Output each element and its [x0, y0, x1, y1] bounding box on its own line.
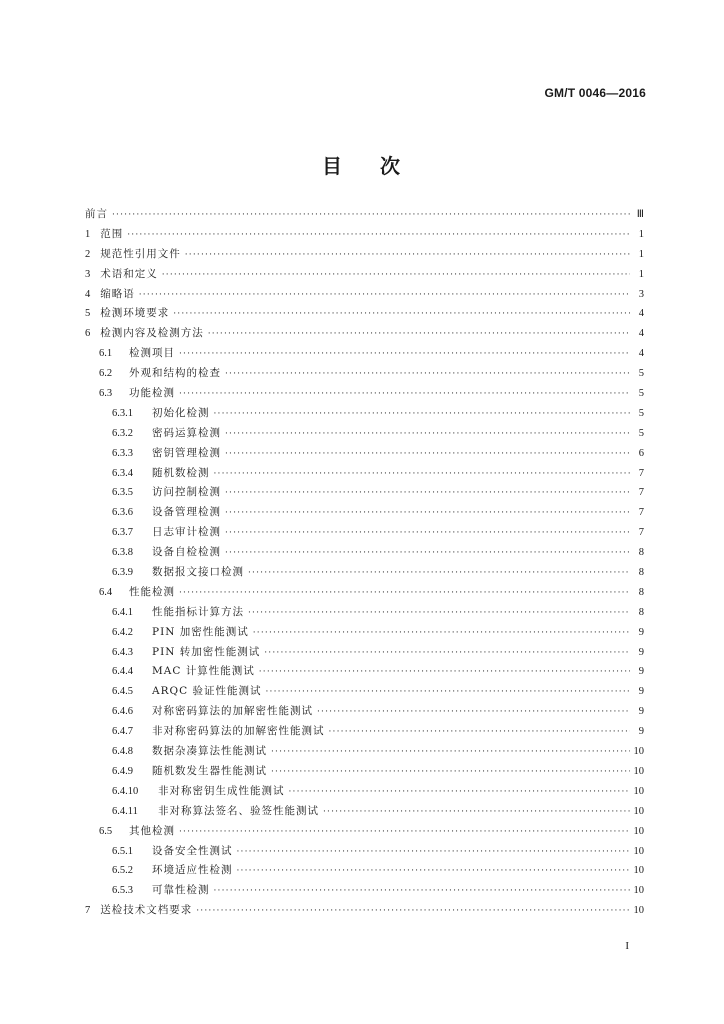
toc-leader-dots [271, 763, 630, 783]
toc-leader-dots [112, 206, 630, 226]
toc-entry-page: 8 [638, 606, 644, 618]
toc-entry[interactable] [85, 324, 644, 344]
toc-entry-page: 1 [638, 268, 644, 280]
toc-entry[interactable] [85, 662, 644, 682]
toc-entry-page: 8 [638, 567, 644, 579]
toc-entry[interactable] [85, 802, 644, 822]
toc-entry-title: 密码运算检测 [152, 426, 221, 439]
toc-entry-page: 10 [633, 785, 644, 797]
toc-entry-title: 数据报文接口检测 [152, 566, 244, 579]
toc-entry-page: 8 [638, 586, 644, 598]
toc-entry-number: 5 [85, 308, 91, 320]
toc-entry-page: 9 [638, 626, 644, 638]
toc-entry-number: 6.4.5 [112, 686, 133, 698]
toc-leader-dots [248, 604, 630, 624]
standard-code: GM/T 0046—2016 [544, 86, 646, 100]
toc-entry[interactable] [85, 722, 644, 742]
toc-title-char-2: 次 [380, 154, 402, 178]
toc-entry[interactable] [85, 265, 644, 285]
toc-leader-dots [225, 544, 630, 564]
toc-entry[interactable] [85, 205, 644, 225]
toc-leader-dots [248, 564, 630, 584]
toc-entry-title: 可靠性检测 [152, 884, 210, 897]
toc-leader-dots [214, 405, 631, 425]
toc-entry-number: 6.4.1 [112, 606, 133, 618]
toc-entry-title: MAC 计算性能测试 [152, 665, 255, 678]
toc-leader-dots [208, 325, 630, 345]
toc-entry-title: 检测内容及检测方法 [100, 327, 204, 340]
toc-entry-number: 6.4.6 [112, 706, 133, 718]
toc-leader-dots [264, 644, 630, 664]
toc-entry[interactable] [85, 503, 644, 523]
toc-entry-title: 设备自检检测 [152, 546, 221, 559]
toc-entry-number: 6.3.2 [112, 427, 133, 439]
toc-entry-number: 6.3.3 [112, 447, 133, 459]
toc-entry[interactable] [85, 762, 644, 782]
toc-entry[interactable] [85, 245, 644, 265]
toc-entry-page: 10 [633, 905, 644, 917]
toc-entry-title: 缩略语 [100, 287, 135, 300]
toc-entry[interactable] [85, 881, 644, 901]
toc-entry-title: PIN 加密性能测试 [152, 625, 249, 638]
toc-leader-dots [179, 823, 630, 843]
toc-entry-page: 4 [638, 328, 644, 340]
toc-leader-dots [289, 783, 630, 803]
toc-entry[interactable] [85, 782, 644, 802]
toc-entry-title: 检测环境要求 [100, 307, 170, 320]
toc-entry-number: 6.3.4 [112, 467, 133, 479]
toc-entry-page: 9 [638, 726, 644, 738]
toc-entry[interactable] [85, 901, 644, 921]
toc-leader-dots [225, 484, 630, 504]
toc-entry-number: 6.3.9 [112, 567, 133, 579]
toc-leader-dots [317, 703, 630, 723]
toc-leader-dots [173, 305, 630, 325]
table-of-contents [85, 205, 644, 921]
toc-entry[interactable] [85, 861, 644, 881]
toc-entry-title: 非对称算法签名、验签性能测试 [158, 804, 319, 817]
toc-entry-page: Ⅲ [636, 209, 644, 220]
toc-entry-number: 6.1 [99, 348, 113, 360]
toc-entry-number: 6.3.8 [112, 547, 133, 559]
toc-leader-dots [179, 584, 630, 604]
toc-entry-title: 设备安全性测试 [152, 844, 233, 857]
toc-entry-number: 6.3.6 [112, 507, 133, 519]
toc-leader-dots [214, 882, 630, 902]
toc-entry[interactable] [85, 742, 644, 762]
toc-entry-page: 3 [638, 288, 644, 300]
toc-entry-page: 8 [638, 547, 644, 559]
toc-entry[interactable] [85, 643, 644, 663]
toc-entry-number: 4 [85, 288, 91, 300]
toc-entry-number: 6 [85, 328, 91, 340]
toc-entry-page: 5 [638, 368, 644, 380]
toc-title-char-1: 目 [322, 154, 344, 178]
toc-entry-title: 前言 [85, 208, 108, 220]
toc-leader-dots [179, 345, 630, 365]
toc-leader-dots [225, 445, 630, 465]
toc-entry-page: 10 [633, 825, 644, 837]
toc-leader-dots [214, 465, 631, 485]
toc-entry-title: 访问控制检测 [152, 486, 221, 499]
toc-entry-title: 设备管理检测 [152, 506, 221, 519]
toc-leader-dots [225, 524, 630, 544]
toc-entry-number: 6.2 [99, 368, 113, 380]
toc-entry-title: 非对称密码算法的加解密性能测试 [152, 725, 325, 738]
toc-entry-number: 6.3.5 [112, 487, 133, 499]
toc-entry[interactable] [85, 364, 644, 384]
toc-entry-number: 7 [85, 905, 91, 917]
toc-entry-page: 4 [638, 348, 644, 360]
toc-entry[interactable] [85, 543, 644, 563]
toc-entry-page: 10 [633, 765, 644, 777]
toc-entry[interactable] [85, 483, 644, 503]
toc-entry-page: 4 [638, 308, 644, 320]
toc-entry[interactable] [85, 464, 644, 484]
toc-leader-dots [237, 862, 630, 882]
toc-leader-dots [225, 365, 630, 385]
page-number: I [625, 940, 629, 952]
toc-entry-title: 性能检测 [129, 585, 175, 598]
toc-entry-title: 性能指标计算方法 [152, 605, 244, 618]
toc-entry-title: ARQC 验证性能测试 [152, 685, 262, 698]
toc-entry[interactable] [85, 822, 644, 842]
toc-entry-page: 1 [638, 228, 644, 240]
toc-entry[interactable] [85, 523, 644, 543]
toc-entry-number: 1 [85, 228, 91, 240]
toc-entry-number: 3 [85, 268, 91, 280]
toc-entry-page: 7 [638, 507, 644, 519]
toc-entry-page: 7 [638, 527, 644, 539]
toc-entry-page: 10 [633, 845, 644, 857]
toc-entry-number: 6.5.1 [112, 845, 133, 857]
toc-leader-dots [265, 683, 630, 703]
toc-entry[interactable] [85, 563, 644, 583]
toc-entry-title: PIN 转加密性能测试 [152, 645, 261, 658]
toc-entry-page: 10 [633, 805, 644, 817]
toc-entry-number: 6.4.10 [112, 785, 139, 797]
toc-entry-page: 5 [638, 427, 644, 439]
toc-leader-dots [139, 286, 630, 306]
toc-entry-page: 6 [638, 447, 644, 459]
toc-entry-number: 6.4.11 [112, 805, 138, 817]
toc-entry-number: 6.5 [99, 825, 113, 837]
toc-entry-page: 10 [633, 885, 644, 897]
toc-entry-number: 6.4.8 [112, 746, 133, 758]
toc-entry-title: 随机数检测 [152, 466, 210, 479]
toc-entry[interactable] [85, 603, 644, 623]
toc-entry-title: 外观和结构的检查 [129, 367, 221, 380]
toc-entry-page: 9 [638, 686, 644, 698]
toc-entry-title: 数据杂凑算法性能测试 [152, 745, 267, 758]
toc-entry-page: 1 [638, 248, 644, 260]
toc-entry-number: 6.3 [99, 388, 113, 400]
toc-entry[interactable] [85, 583, 644, 603]
toc-entry-page: 5 [638, 407, 644, 419]
toc-entry[interactable] [85, 623, 644, 643]
toc-entry[interactable] [85, 404, 644, 424]
toc-entry-page: 7 [638, 487, 644, 499]
toc-entry-title: 功能检测 [129, 387, 175, 400]
toc-entry-title: 初始化检测 [152, 406, 210, 419]
toc-entry-title: 范围 [100, 227, 124, 240]
toc-entry[interactable] [85, 444, 644, 464]
toc-entry-title: 密钥管理检测 [152, 446, 221, 459]
toc-entry[interactable] [85, 344, 644, 364]
toc-leader-dots [179, 385, 630, 405]
toc-entry[interactable] [85, 424, 644, 444]
toc-entry-page: 9 [638, 666, 644, 678]
toc-entry[interactable] [85, 702, 644, 722]
toc-entry[interactable] [85, 682, 644, 702]
toc-entry-number: 2 [85, 248, 91, 260]
toc-entry-number: 6.3.1 [112, 407, 133, 419]
toc-entry-number: 6.3.7 [112, 527, 133, 539]
toc-entry-title: 环境适应性检测 [152, 864, 233, 877]
toc-entry-title: 检测项目 [129, 347, 175, 360]
toc-entry-number: 6.4.7 [112, 726, 133, 738]
toc-leader-dots [259, 663, 630, 683]
toc-entry-title: 其他检测 [129, 824, 175, 837]
toc-entry-title: 对称密码算法的加解密性能测试 [152, 705, 313, 718]
toc-entry-page: 9 [638, 646, 644, 658]
toc-entry-number: 6.4.4 [112, 666, 133, 678]
toc-leader-dots [323, 803, 630, 823]
toc-entry-page: 7 [638, 467, 644, 479]
toc-entry[interactable] [85, 842, 644, 862]
toc-leader-dots [127, 226, 630, 246]
toc-entry-page: 10 [633, 865, 644, 877]
toc-leader-dots [271, 743, 630, 763]
toc-entry-number: 6.4.3 [112, 646, 133, 658]
toc-entry-title: 非对称密钥生成性能测试 [158, 784, 285, 797]
toc-entry-title: 日志审计检测 [152, 526, 221, 539]
toc-entry[interactable] [85, 304, 644, 324]
toc-entry-number: 6.5.2 [112, 865, 133, 877]
toc-entry[interactable] [85, 225, 644, 245]
toc-entry-number: 6.4 [99, 586, 113, 598]
toc-leader-dots [196, 902, 629, 922]
toc-entry-title: 术语和定义 [100, 267, 158, 280]
toc-entry[interactable] [85, 285, 644, 305]
toc-entry-number: 6.5.3 [112, 885, 133, 897]
toc-entry-page: 9 [638, 706, 644, 718]
toc-leader-dots [162, 266, 630, 286]
toc-entry-number: 6.4.9 [112, 765, 133, 777]
toc-leader-dots [253, 624, 630, 644]
toc-leader-dots [225, 504, 630, 524]
toc-leader-dots [329, 723, 631, 743]
toc-entry-title: 规范性引用文件 [100, 247, 181, 260]
toc-entry[interactable] [85, 384, 644, 404]
toc-entry-page: 10 [633, 746, 644, 758]
toc-leader-dots [185, 246, 630, 266]
toc-leader-dots [225, 425, 630, 445]
toc-leader-dots [237, 843, 630, 863]
toc-entry-page: 5 [638, 388, 644, 400]
toc-title [0, 150, 724, 179]
toc-entry-title: 送检技术文档要求 [100, 904, 193, 917]
toc-entry-title: 随机数发生器性能测试 [152, 764, 267, 777]
toc-entry-number: 6.4.2 [112, 626, 133, 638]
